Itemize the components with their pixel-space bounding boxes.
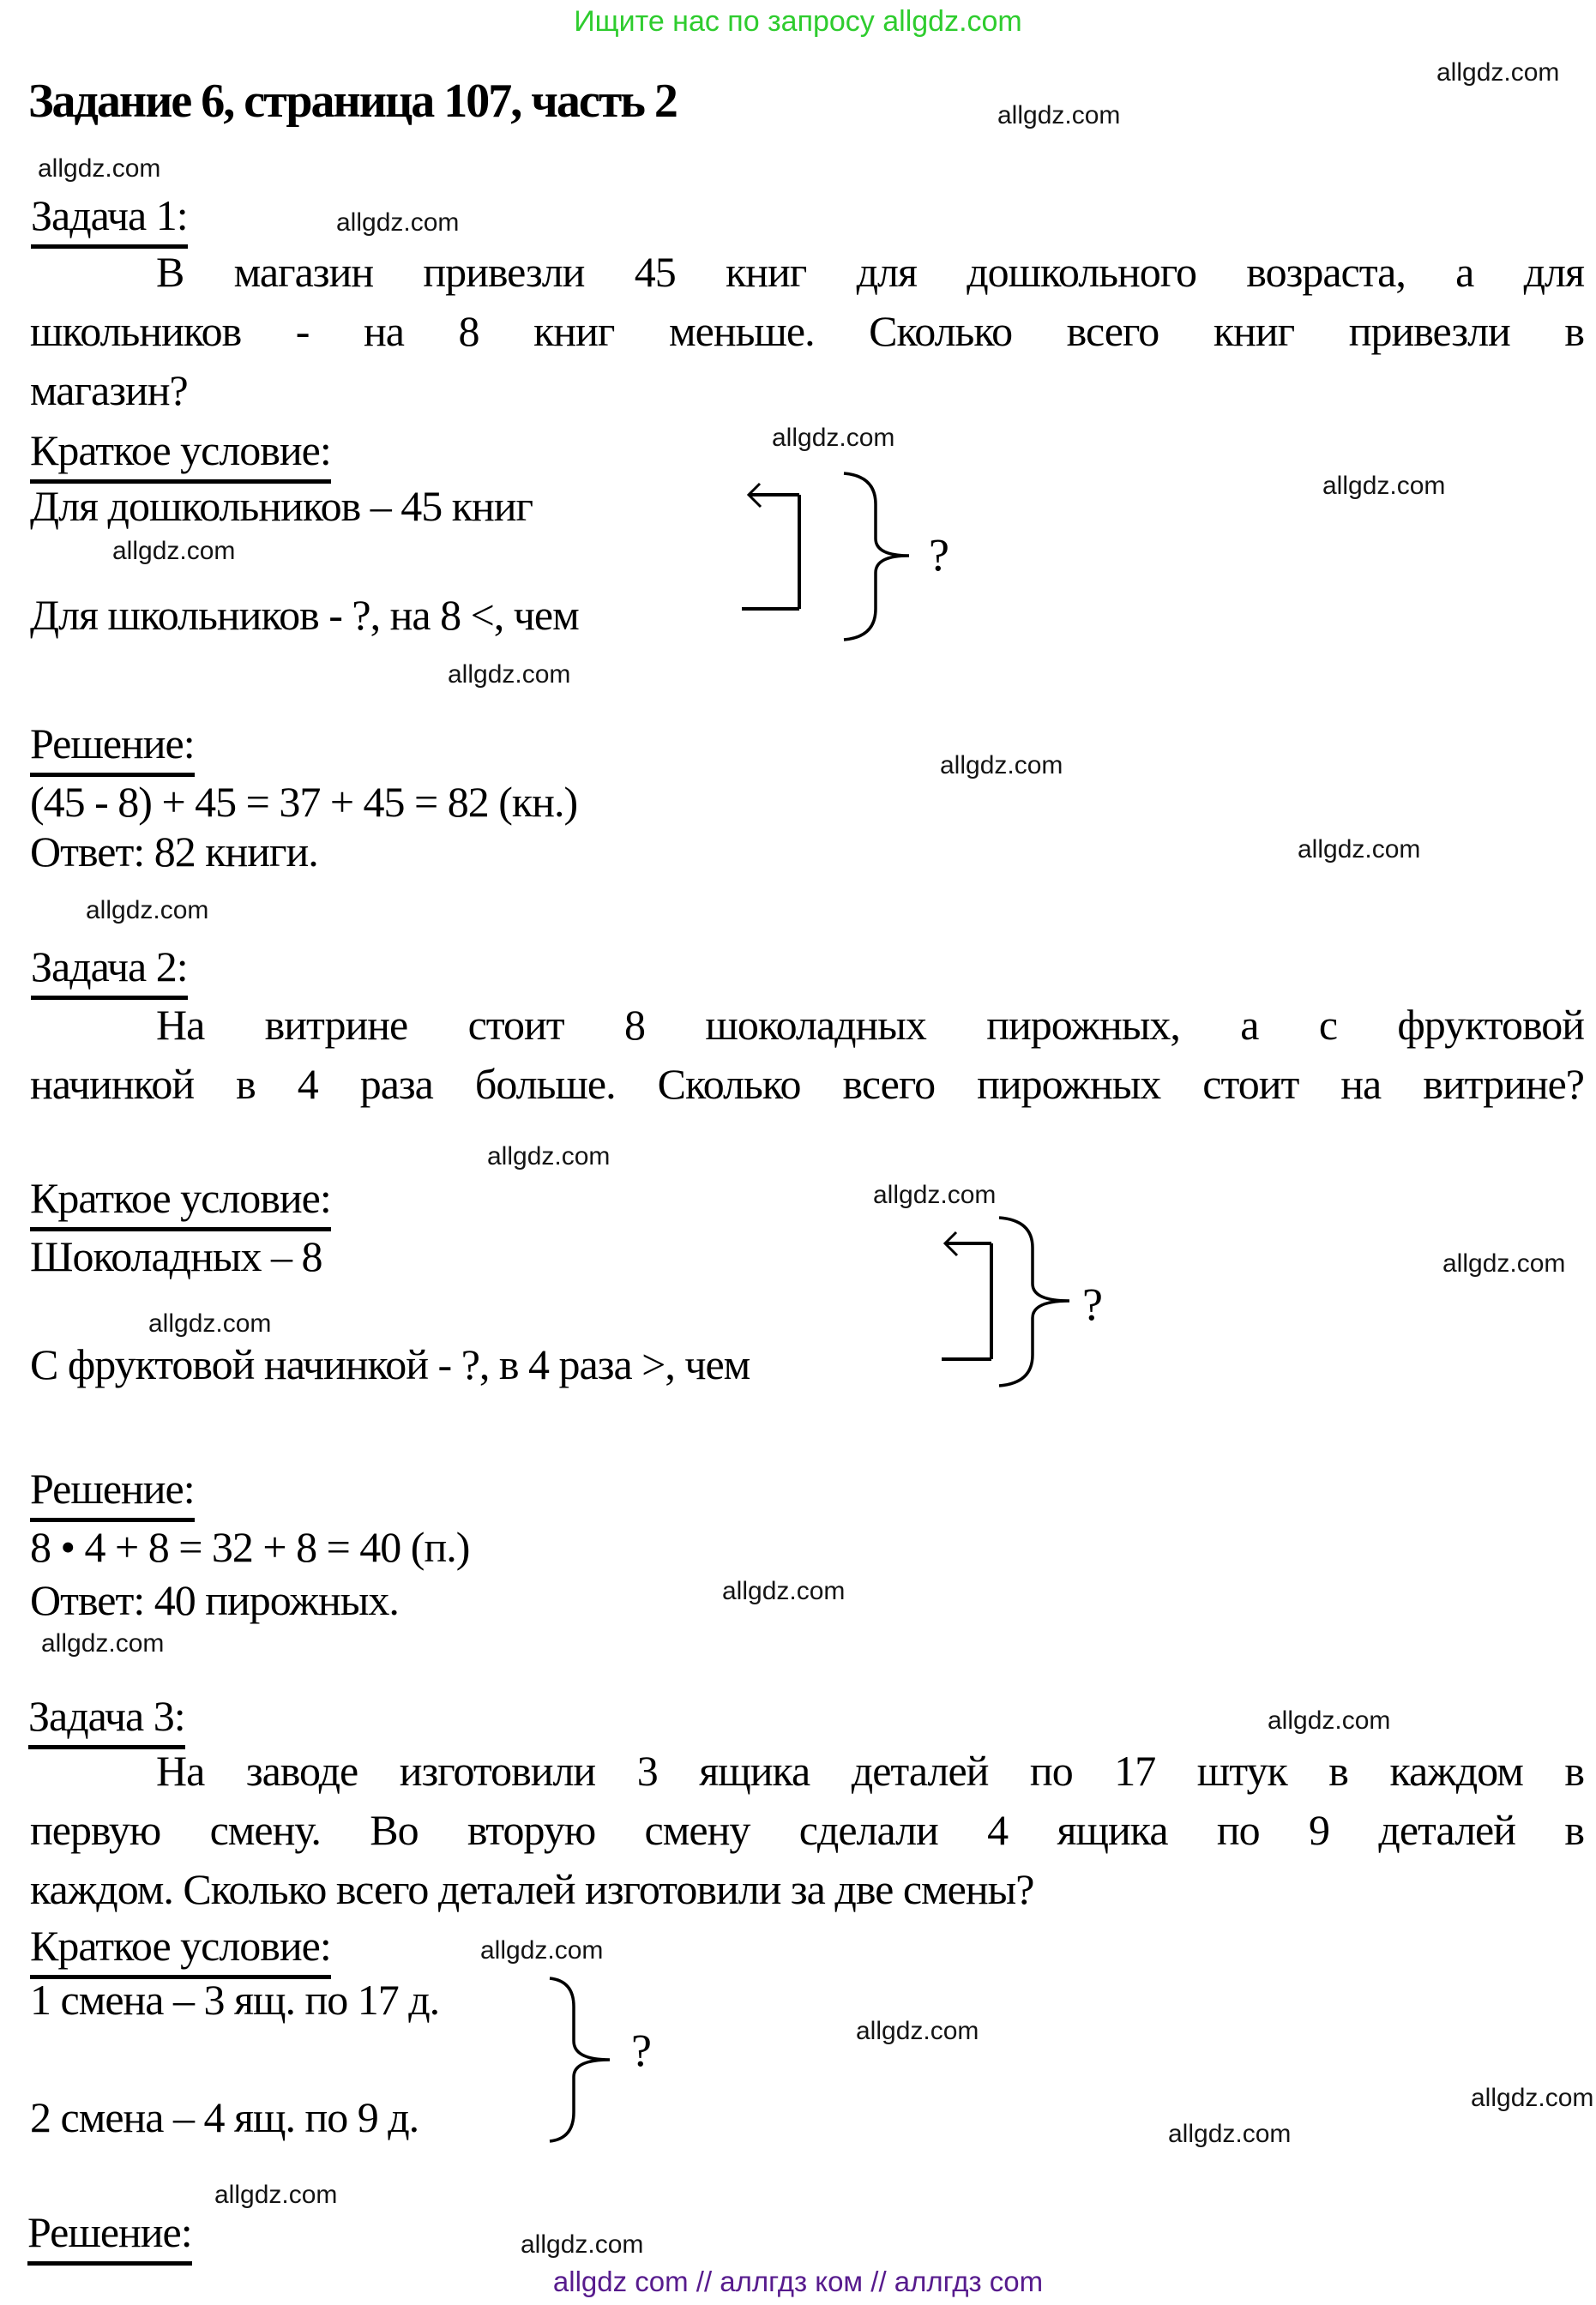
task-1-statement-line-3: магазин?: [30, 366, 188, 414]
watermark: allgdz.com: [940, 751, 1063, 779]
task-1-label: Задача 1:: [31, 190, 188, 249]
watermark: allgdz.com: [38, 154, 161, 183]
task-3-condition-diagram: [532, 1968, 686, 2152]
watermark: allgdz.com: [336, 208, 460, 237]
watermark: allgdz.com: [722, 1577, 846, 1605]
task-1-solution-heading: Решение:: [30, 719, 195, 777]
task-3-condition-heading: Краткое условие:: [30, 1921, 331, 1979]
watermark: allgdz.com: [1298, 835, 1421, 864]
watermark: allgdz.com: [856, 2017, 979, 2045]
footer-links-line: allgdz com // аллгдз ком // аллгдз com: [552, 2266, 1044, 2297]
watermark: allgdz.com: [521, 2230, 644, 2259]
watermark: allgdz.com: [873, 1181, 997, 1209]
task-2-condition-line-1: Шоколадных – 8: [30, 1232, 322, 1280]
watermark: allgdz.com: [480, 1936, 604, 1965]
task-3-solution-heading: Решение:: [27, 2207, 192, 2266]
task-2-condition-heading: Краткое условие:: [30, 1173, 331, 1231]
watermark: allgdz.com: [997, 101, 1121, 129]
task-1-statement-line-1: В магазин привезли 45 книг для дошкольного возраста, а для: [156, 248, 1584, 296]
task-2-statement-line-2: начинкой в 4 раза больше. Сколько всего пирожных стоит на витрине?: [30, 1060, 1584, 1108]
watermark: allgdz.com: [1268, 1706, 1391, 1735]
watermark: allgdz.com: [41, 1629, 165, 1658]
task-2-label: Задача 2:: [31, 942, 188, 1000]
task-2-label-wrap: [31, 942, 188, 1000]
task-2-solution-heading: Решение:: [30, 1464, 195, 1522]
task-1-label-wrap: [31, 190, 188, 249]
watermark: allgdz.com: [1471, 2084, 1594, 2112]
task-1-solution: (45 - 8) + 45 = 37 + 45 = 82 (кн.): [30, 778, 578, 826]
task-2-answer: Ответ: 40 пирожных.: [30, 1576, 399, 1624]
task-3-total-question-mark: ?: [631, 2025, 651, 2076]
watermark: allgdz.com: [148, 1309, 272, 1338]
watermark: allgdz.com: [772, 424, 895, 452]
task-3-statement-line-1: На заводе изготовили 3 ящика деталей по 17 штук в каждом в: [156, 1747, 1584, 1795]
task-1-statement-line-2: школьников - на 8 книг меньше. Сколько всего книг привезли в: [30, 307, 1584, 355]
task-2-statement-line-1: На витрине стоит 8 шоколадных пирожных, а с фруктовой: [156, 1001, 1584, 1049]
task-3-statement-line-2: первую смену. Во вторую смену сделали 4 ящика по 9 деталей в: [30, 1806, 1584, 1854]
task-1-condition-heading: Краткое условие:: [30, 425, 331, 484]
watermark: allgdz.com: [448, 660, 571, 689]
task-3-label-wrap: [28, 1691, 185, 1749]
watermark: allgdz.com: [86, 896, 209, 924]
task-1-condition-line-1: Для дошкольников – 45 книг: [30, 482, 533, 530]
task-3-solution-heading-wrap: [27, 2207, 192, 2266]
brace-icon: [999, 1218, 1069, 1386]
task-2-condition-line-2: С фруктовой начинкой - ?, в 4 раза >, чем: [30, 1340, 750, 1388]
task-2-condition-heading-wrap: [30, 1173, 331, 1231]
brace-icon: [550, 1978, 610, 2141]
task-2-solution-heading-wrap: [30, 1464, 195, 1522]
task-3-condition-line-1: 1 смена – 3 ящ. по 17 д.: [30, 1976, 440, 2024]
promo-banner: Ищите нас по запросу allgdz.com: [574, 5, 1022, 38]
task-3-condition-line-2: 2 смена – 4 ящ. по 9 д.: [30, 2093, 419, 2141]
task-3-statement-line-3: каждом. Сколько всего деталей изготовили за две смены?: [30, 1865, 1034, 1913]
task-1-solution-heading-wrap: [30, 719, 195, 777]
task-3-label: Задача 3:: [28, 1691, 185, 1749]
watermark: allgdz.com: [1322, 472, 1446, 500]
task-1-condition-line-2: Для школьников - ?, на 8 <, чем: [30, 591, 579, 639]
watermark: allgdz.com: [112, 537, 236, 565]
task-1-answer: Ответ: 82 книги.: [30, 828, 318, 876]
watermark: allgdz.com: [1436, 58, 1560, 87]
task-3-condition-heading-wrap: [30, 1921, 331, 1979]
page-title: Задание 6, страница 107, часть 2: [28, 75, 677, 128]
task-2-solution: 8 • 4 + 8 = 32 + 8 = 40 (п.): [30, 1523, 470, 1571]
watermark: allgdz.com: [487, 1142, 611, 1171]
brace-icon: [844, 473, 909, 640]
watermark: allgdz.com: [214, 2181, 338, 2209]
task-2-condition-diagram: [926, 1209, 1149, 1406]
watermark: allgdz.com: [1442, 1249, 1566, 1278]
task-2-total-question-mark: ?: [1082, 1279, 1102, 1330]
task-1-total-question-mark: ?: [929, 529, 949, 581]
task-1-condition-heading-wrap: [30, 425, 331, 484]
watermark: allgdz.com: [1168, 2120, 1292, 2148]
